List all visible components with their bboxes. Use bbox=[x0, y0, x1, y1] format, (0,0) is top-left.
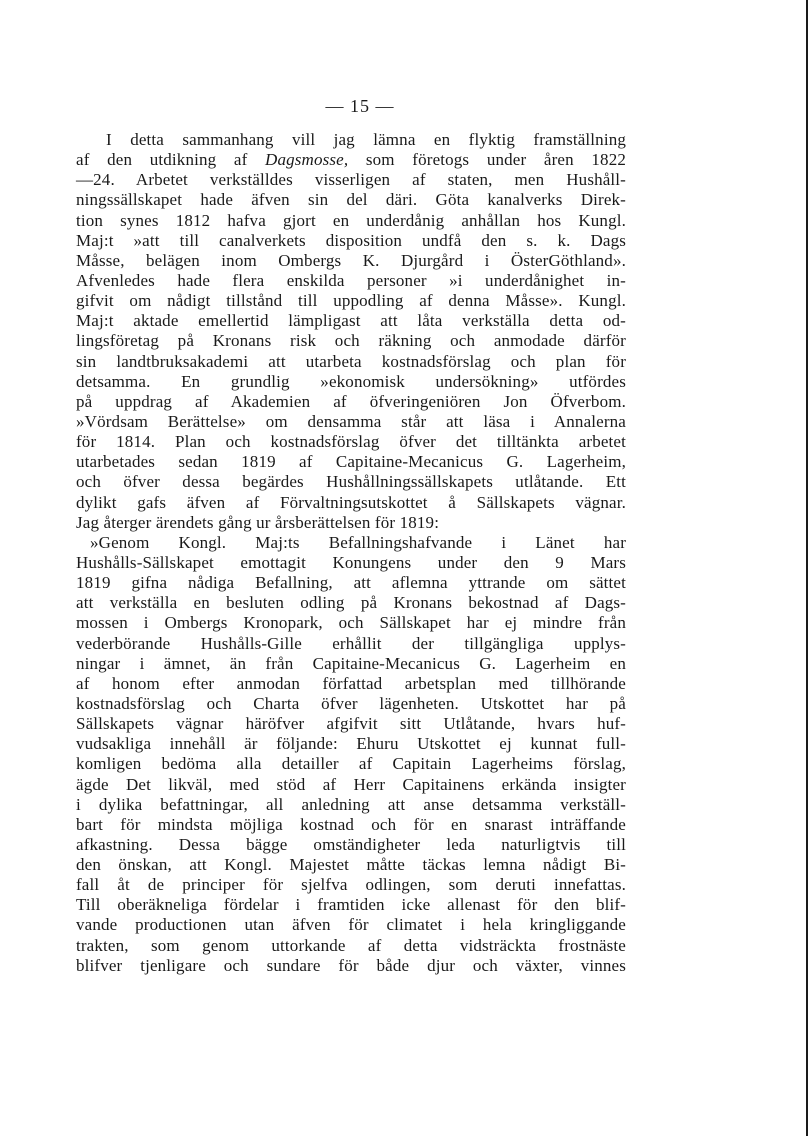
text-line: i dylika befattningar, all anledning att anse detsamma verkställ- bbox=[76, 794, 626, 814]
text-line: utarbetades sedan 1819 af Capitaine-Mecanicus G. Lagerheim, bbox=[76, 452, 626, 472]
text-line: detsamma. En grundlig »ekonomisk undersökning» utfördes bbox=[76, 371, 626, 391]
text-line bbox=[76, 150, 626, 170]
text-line: kostnadsförslag och Charta öfver lägenheten. Utskottet har på bbox=[76, 693, 626, 713]
text-line: tion synes 1812 hafva gjort en underdånig anhållan hos Kungl. bbox=[76, 210, 626, 230]
text-line: Till oberäkneliga fördelar i framtiden icke allenast för den blif- bbox=[76, 895, 626, 915]
text-line: afkastning. Dessa bägge omständigheter leda naturligtvis till bbox=[76, 834, 626, 854]
text-line: ningar i ämnet, än från Capitaine-Mecanicus G. Lagerheim en bbox=[76, 653, 626, 673]
place-name-italic: Dagsmosse, bbox=[265, 150, 349, 170]
body-text bbox=[76, 130, 626, 976]
text-line: för 1814. Plan och kostnadsförslag öfver det tilltänkta arbetet bbox=[76, 432, 626, 452]
text-line: den önskan, att Kongl. Majestet måtte täckas lemna nådigt Bi- bbox=[76, 855, 626, 875]
text-line: »Genom Kongl. Maj:ts Befallningshafvande i Länet har bbox=[90, 532, 626, 552]
text-line: —24. Arbetet verkställdes visserligen af staten, men Hushåll- bbox=[76, 170, 626, 190]
text-line: Maj:t »att till canalverkets disposition undfå den s. k. Dags bbox=[76, 230, 626, 250]
text-line: lingsföretag på Kronans risk och räkning och anmodade därför bbox=[76, 331, 626, 351]
text-line: mossen i Ombergs Kronopark, och Sällskapet har ej mindre från bbox=[76, 613, 626, 633]
text-line: bart för mindsta möjliga kostnad och för en snarast inträffande bbox=[76, 814, 626, 834]
text-line: komligen bedöma alla detailler af Capitain Lagerheims förslag, bbox=[76, 754, 626, 774]
text-line: på uppdrag af Akademien af öfveringeniören Jon Öfverbom. bbox=[76, 391, 626, 411]
text-line: Jag återger ärendets gång ur årsberättelsen för 1819: bbox=[76, 512, 440, 532]
text-line: Afvenledes hade flera enskilda personer »i underdånighet in- bbox=[76, 270, 626, 290]
text-line: och öfver dessa begärdes Hushållningssällskapets utlåtande. Ett bbox=[76, 472, 626, 492]
text-line: Måsse, belägen inom Ombergs K. Djurgård i ÖsterGöthland». bbox=[76, 250, 626, 270]
text-line: ägde Det likväl, med stöd af Herr Capitainens erkända insigter bbox=[76, 774, 626, 794]
text-line: ningssällskapet hade äfven sin del däri. Göta kanalverks Direk- bbox=[76, 190, 626, 210]
text-line: blifver tjenligare och sundare för både djur och växter, vinnes bbox=[76, 955, 626, 975]
text-line: att verkställa en besluten odling på Kronans bekostnad af Dags- bbox=[76, 593, 626, 613]
text-line: gifvit om nådigt tillstånd till uppodling af denna Måsse». Kungl. bbox=[76, 291, 626, 311]
text-line: 1819 gifna nådiga Befallning, att aflemna yttrande om sättet bbox=[76, 573, 626, 593]
text-line: sin landtbruksakademi att utarbeta kostnadsförslag och plan för bbox=[76, 351, 626, 371]
text-span: som företogs under åren 1822 bbox=[348, 150, 626, 170]
page-number: — 15 — bbox=[325, 96, 395, 116]
text-line: vudsakliga innehåll är följande: Ehuru Utskottet ej kunnat full- bbox=[76, 734, 626, 754]
text-line: Maj:t aktade emellertid lämpligast att låta verkställa detta od- bbox=[76, 311, 626, 331]
text-line: af honom efter anmodan författad arbetsplan med tillhörande bbox=[76, 673, 626, 693]
text-line: Hushålls-Sällskapet emottagit Konungens under den 9 Mars bbox=[76, 552, 626, 572]
text-span: af den utdikning af bbox=[76, 150, 266, 170]
text-line: dylikt gafs äfven af Förvaltningsutskottet å Sällskapets vägnar. bbox=[76, 492, 626, 512]
text-line: vande productionen utan äfven för climatet i hela kringliggande bbox=[76, 915, 626, 935]
text-line: Sällskapets vägnar häröfver afgifvit sitt Utlåtande, hvars huf- bbox=[76, 714, 626, 734]
text-line: I detta sammanhang vill jag lämna en flyktig framställning bbox=[106, 130, 626, 149]
text-line: »Vördsam Berättelse» om densamma står att läsa i Annalerna bbox=[76, 411, 626, 431]
text-line: fall åt de principer för sjelfva odlingen, som deruti innefattas. bbox=[76, 875, 626, 895]
text-line: vederbörande Hushålls-Gille erhållit der tillgängliga upplys- bbox=[76, 633, 626, 653]
text-line: trakten, som genom uttorkande af detta vidsträckta frostnäste bbox=[76, 935, 626, 955]
